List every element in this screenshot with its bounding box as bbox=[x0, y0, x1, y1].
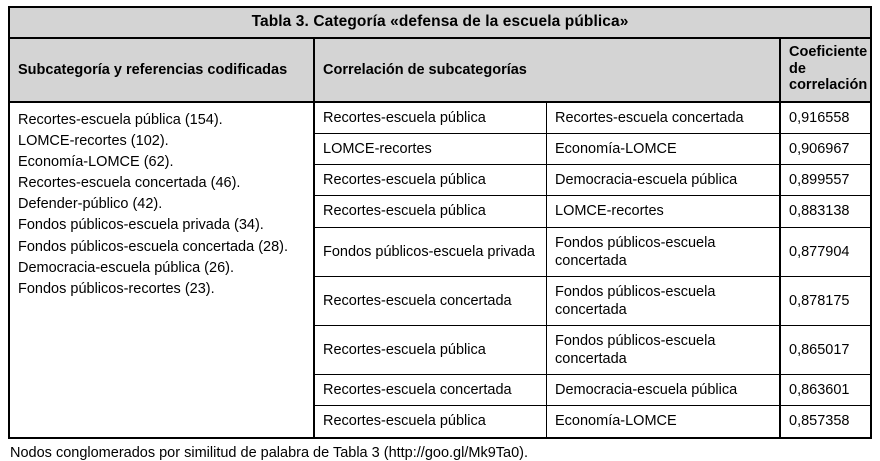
table-row bbox=[315, 103, 870, 134]
header-coefficient-line2: correlación bbox=[789, 77, 868, 94]
correlation-b: Recortes-escuela concertada bbox=[547, 103, 781, 133]
list-item: Recortes-escuela concertada (46). bbox=[18, 175, 241, 192]
table-row bbox=[315, 134, 870, 165]
list-item: Economía-LOMCE (62). bbox=[18, 154, 174, 171]
list-item: Democracia-escuela pública (26). bbox=[18, 259, 234, 276]
table-row bbox=[315, 406, 870, 436]
table-row bbox=[315, 228, 870, 277]
table-row bbox=[315, 165, 870, 196]
table-body bbox=[10, 103, 870, 437]
table-row bbox=[315, 277, 870, 326]
correlation-a: Recortes-escuela concertada bbox=[315, 375, 547, 405]
correlation-a: Recortes-escuela pública bbox=[315, 326, 547, 374]
correlation-b: Fondos públicos-escuela concertada bbox=[547, 326, 781, 374]
table-caption: Tabla 3. Categoría «defensa de la escuela pública» bbox=[10, 8, 870, 39]
correlation-a: LOMCE-recortes bbox=[315, 134, 547, 164]
correlation-b: Democracia-escuela pública bbox=[547, 375, 781, 405]
correlation-a: Recortes-escuela pública bbox=[315, 196, 547, 226]
table-row bbox=[315, 326, 870, 375]
correlation-b: Democracia-escuela pública bbox=[547, 165, 781, 195]
correlation-a: Fondos públicos-escuela privada bbox=[315, 228, 547, 276]
correlation-b: Economía-LOMCE bbox=[547, 406, 781, 436]
correlation-a: Recortes-escuela pública bbox=[315, 406, 547, 436]
correlation-value: 0,906967 bbox=[789, 141, 850, 158]
correlation-value: 0,899557 bbox=[789, 172, 850, 189]
header-coefficient-line1: Coeficiente de bbox=[789, 44, 868, 77]
header-subcategory: Subcategoría y referencias codificadas bbox=[10, 39, 315, 101]
correlation-a: Recortes-escuela pública bbox=[315, 165, 547, 195]
correlation-a: Recortes-escuela concertada bbox=[315, 277, 547, 325]
list-item: Fondos públicos-escuela concertada (28). bbox=[18, 238, 289, 255]
correlation-b: Fondos públicos-escuela concertada bbox=[547, 228, 781, 276]
subcategory-list bbox=[10, 103, 315, 437]
correlation-value: 0,863601 bbox=[789, 382, 850, 399]
correlation-b: LOMCE-recortes bbox=[547, 196, 781, 226]
table-footnote: Nodos conglomerados por similitud de palabra de Tabla 3 (http://goo.gl/Mk9Ta0). bbox=[10, 444, 528, 461]
table-row bbox=[315, 196, 870, 227]
correlation-value: 0,865017 bbox=[789, 342, 850, 359]
correlation-value: 0,878175 bbox=[789, 292, 850, 309]
correlation-b: Fondos públicos-escuela concertada bbox=[547, 277, 781, 325]
list-item: Defender-público (42). bbox=[18, 196, 163, 213]
correlation-value: 0,916558 bbox=[789, 110, 850, 127]
list-item: LOMCE-recortes (102). bbox=[18, 133, 169, 150]
list-item: Fondos públicos-escuela privada (34). bbox=[18, 217, 264, 234]
correlation-b: Economía-LOMCE bbox=[547, 134, 781, 164]
list-item: Fondos públicos-recortes (23). bbox=[18, 280, 215, 297]
header-coefficient bbox=[781, 39, 870, 101]
header-correlation: Correlación de subcategorías bbox=[315, 39, 781, 101]
correlation-value: 0,883138 bbox=[789, 203, 850, 220]
correlation-value: 0,857358 bbox=[789, 413, 850, 430]
table-header-row bbox=[10, 39, 870, 103]
table-3 bbox=[8, 6, 872, 439]
table-row bbox=[315, 375, 870, 406]
list-item: Recortes-escuela pública (154). bbox=[18, 112, 223, 129]
correlation-a: Recortes-escuela pública bbox=[315, 103, 547, 133]
correlation-table bbox=[315, 103, 870, 437]
correlation-value: 0,877904 bbox=[789, 243, 850, 260]
